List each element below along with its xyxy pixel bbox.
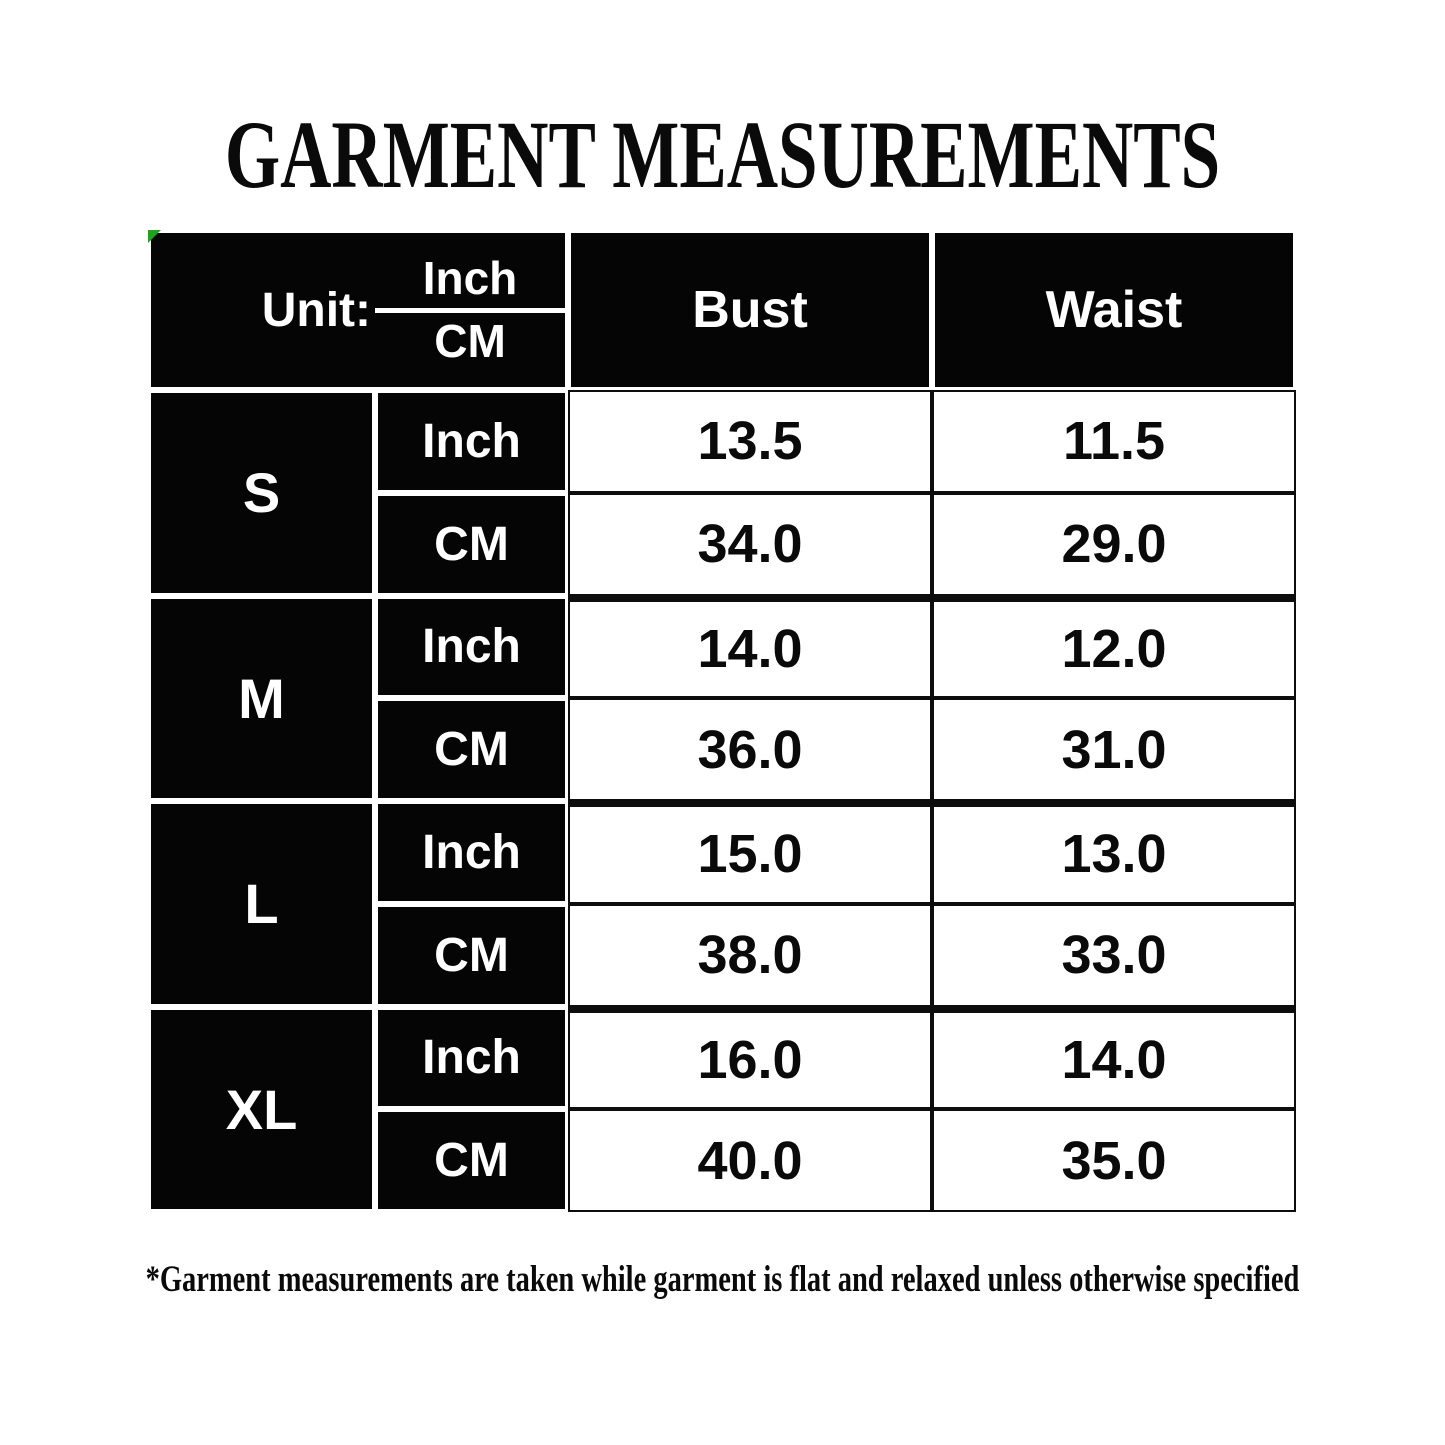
unit-cell-xl-cm: CM	[375, 1109, 568, 1212]
unit-cell-s-cm: CM	[375, 493, 568, 596]
value-cell-m-inch-waist: 12.0	[932, 596, 1296, 699]
unit-cell-l-cm: CM	[375, 904, 568, 1007]
value-cell-s-inch-bust: 13.5	[568, 390, 932, 493]
value-cell-xl-cm-waist: 35.0	[932, 1109, 1296, 1212]
value-cell-s-inch-waist: 11.5	[932, 390, 1296, 493]
unit-cell-s-inch: Inch	[375, 390, 568, 493]
unit-cell-m-cm: CM	[375, 698, 568, 801]
value-cell-l-inch-bust: 15.0	[568, 801, 932, 904]
unit-cell-m-inch: Inch	[375, 596, 568, 699]
value-cell-xl-inch-bust: 16.0	[568, 1007, 932, 1110]
unit-fraction	[375, 253, 565, 367]
footnote: *Garment measurements are taken while garment is flat and relaxed unless otherwise specified	[145, 1259, 1300, 1300]
value-cell-s-cm-bust: 34.0	[568, 493, 932, 596]
header-cell-waist: Waist	[932, 230, 1296, 390]
value-cell-xl-cm-bust: 40.0	[568, 1109, 932, 1212]
unit-fraction-numerator: Inch	[422, 251, 518, 304]
value-cell-m-cm-bust: 36.0	[568, 698, 932, 801]
unit-fraction-denominator: CM	[434, 314, 506, 367]
value-cell-s-cm-waist: 29.0	[932, 493, 1296, 596]
size-cell-xl: XL	[148, 1007, 375, 1213]
unit-label: Unit:	[261, 283, 371, 337]
cell-marker-icon	[148, 230, 161, 243]
value-cell-l-cm-waist: 33.0	[932, 904, 1296, 1007]
value-cell-l-cm-bust: 38.0	[568, 904, 932, 1007]
header-cell-bust: Bust	[568, 230, 932, 390]
size-table	[148, 230, 1296, 1212]
fraction-line	[375, 308, 565, 313]
unit-cell-xl-inch: Inch	[375, 1007, 568, 1110]
value-cell-m-inch-bust: 14.0	[568, 596, 932, 699]
value-cell-l-inch-waist: 13.0	[932, 801, 1296, 904]
value-cell-xl-inch-waist: 14.0	[932, 1007, 1296, 1110]
size-cell-l: L	[148, 801, 375, 1007]
value-cell-m-cm-waist: 31.0	[932, 698, 1296, 801]
unit-cell-l-inch: Inch	[375, 801, 568, 904]
page-title: GARMENT MEASUREMENTS	[224, 100, 1221, 208]
unit-header-cell	[148, 230, 568, 390]
size-cell-m: M	[148, 596, 375, 802]
size-cell-s: S	[148, 390, 375, 596]
